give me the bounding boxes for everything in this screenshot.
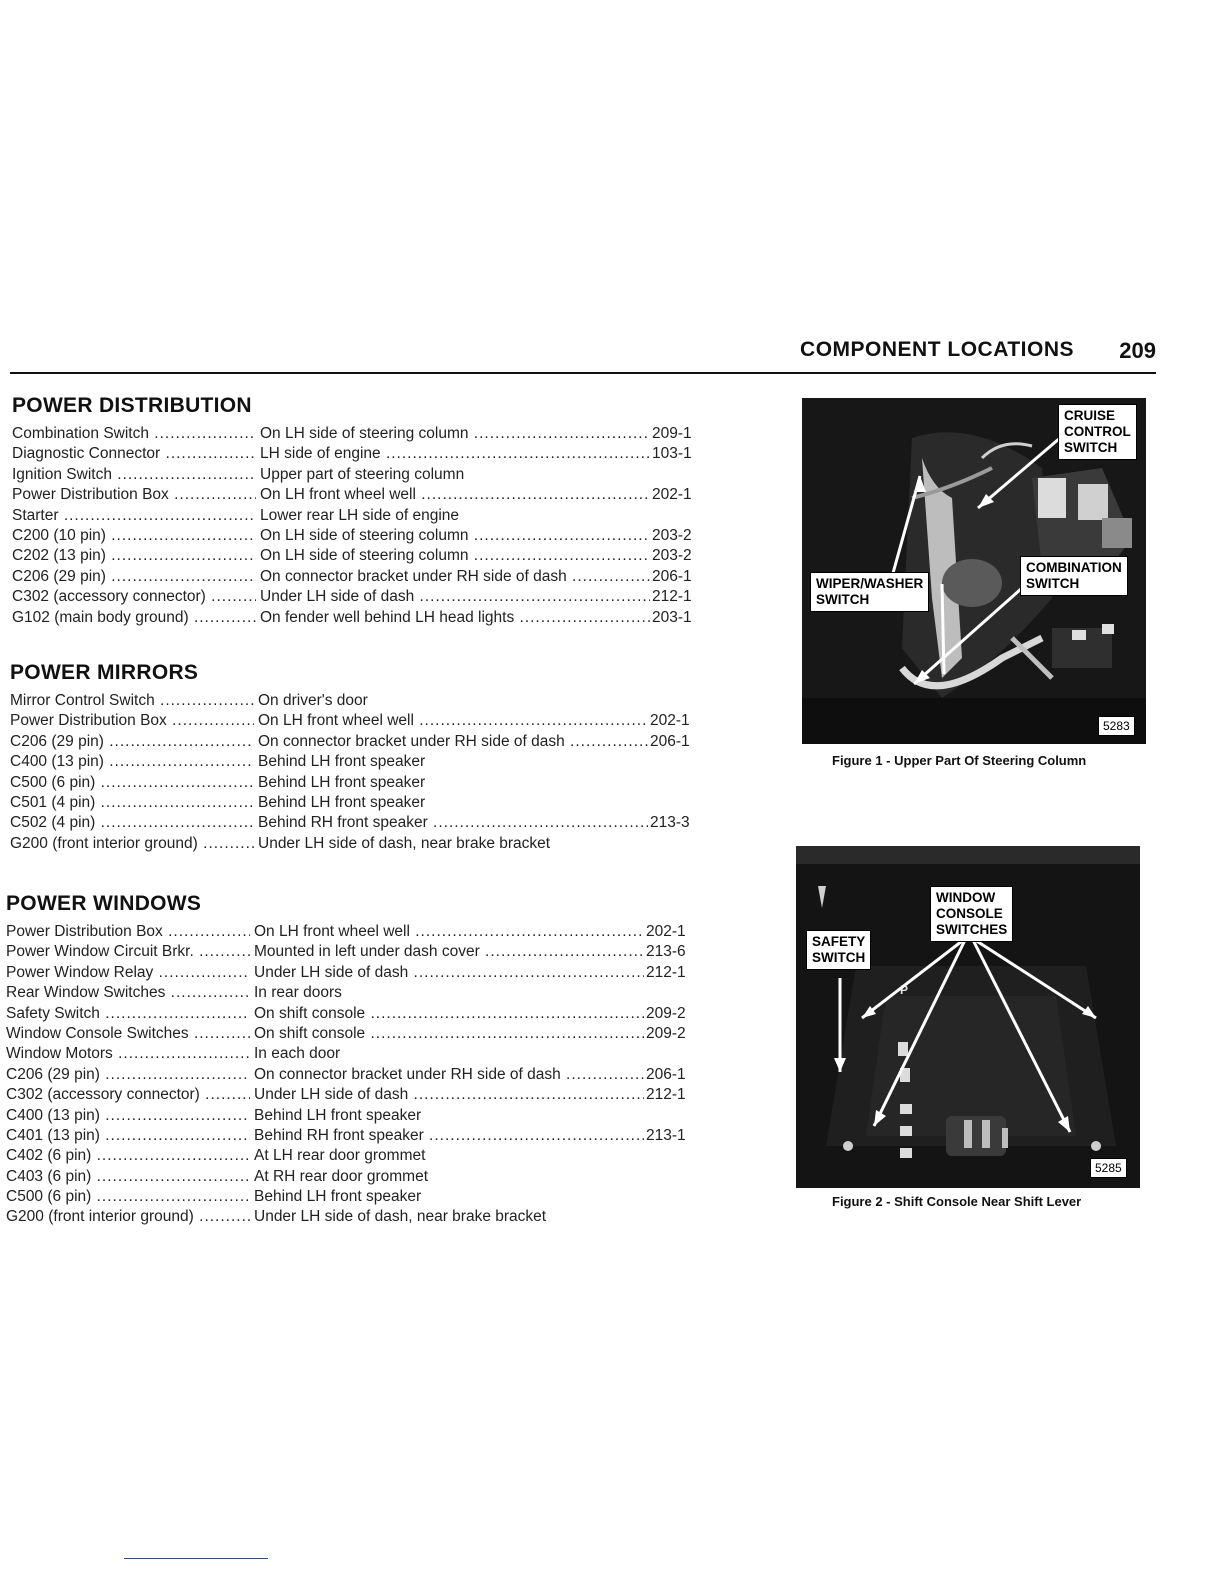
- component-name: C200 (10 pin) .....: [12, 526, 256, 546]
- component-location: Behind LH front speaker: [254, 1106, 644, 1126]
- component-name: C206 (29 pin) .....: [10, 732, 254, 752]
- component-name: C400 (13 pin) .....: [10, 752, 254, 772]
- component-name: G200 (front interior ground) .....: [10, 834, 254, 854]
- component-page-ref: 212-1: [646, 963, 686, 981]
- component-entry: [12, 424, 712, 444]
- entry-list: [6, 922, 706, 1228]
- component-location: On driver's door: [258, 691, 648, 711]
- figure-caption: Figure 2 - Shift Console Near Shift Lever: [832, 1194, 1082, 1209]
- component-location: On LH side of steering column .....: [260, 526, 650, 546]
- component-name: C502 (4 pin) .....: [10, 813, 254, 833]
- component-page-ref: 209-1: [652, 425, 692, 442]
- component-location: Under LH side of dash, near brake bracket: [258, 834, 648, 854]
- component-name: C206 (29 pin) .....: [12, 567, 256, 587]
- component-entry: [10, 813, 710, 833]
- figure-number-tag: 5283: [1098, 716, 1135, 736]
- component-entry: [10, 773, 710, 793]
- component-entry: [6, 983, 706, 1003]
- component-entry: [12, 506, 712, 526]
- shift-console-photo: [796, 846, 1140, 1188]
- component-name: C403 (6 pin) .....: [6, 1167, 250, 1187]
- component-location: Behind LH front speaker: [258, 793, 648, 813]
- callout-window-console-switches: WINDOW CONSOLE SWITCHES: [930, 886, 1013, 942]
- component-name: C206 (29 pin) .....: [6, 1065, 250, 1085]
- component-location: On shift console .....: [254, 1004, 644, 1024]
- component-entry: [12, 567, 712, 587]
- component-location: Upper part of steering column: [260, 465, 650, 485]
- component-name: C202 (13 pin) .....: [12, 546, 256, 566]
- component-entry: [6, 963, 706, 983]
- component-entry: [12, 608, 712, 628]
- component-page-ref: 206-1: [646, 1065, 686, 1083]
- component-entry: [10, 691, 710, 711]
- component-location: Behind RH front speaker .....: [254, 1126, 644, 1146]
- component-name: Rear Window Switches .....: [6, 983, 250, 1003]
- component-page-ref: 209-2: [646, 1024, 686, 1042]
- component-name: Window Console Switches .....: [6, 1024, 250, 1044]
- component-name: Mirror Control Switch .....: [10, 691, 254, 711]
- component-location: On LH front wheel well .....: [260, 485, 650, 505]
- component-location: Mounted in left under dash cover .....: [254, 942, 644, 962]
- component-page-ref: 212-1: [646, 1086, 686, 1104]
- component-location: At RH rear door grommet: [254, 1167, 644, 1187]
- component-name: C302 (accessory connector) .....: [6, 1085, 250, 1105]
- component-location: Behind LH front speaker: [258, 773, 648, 793]
- component-name: Power Distribution Box .....: [12, 485, 256, 505]
- component-location: On LH side of steering column .....: [260, 546, 650, 566]
- component-entry: [12, 485, 712, 505]
- component-name: Power Distribution Box .....: [10, 711, 254, 731]
- page-header: [10, 336, 1156, 374]
- entry-list: [10, 691, 710, 854]
- component-entry: [12, 444, 712, 464]
- component-name: C501 (4 pin) .....: [10, 793, 254, 813]
- component-name: Starter .....: [12, 506, 256, 526]
- page-number: 209: [1119, 338, 1156, 363]
- section-power-mirrors: [10, 661, 710, 854]
- section-title: POWER MIRRORS: [10, 661, 199, 684]
- component-entry: [6, 1004, 706, 1024]
- component-entry: [6, 1065, 706, 1085]
- component-name: C402 (6 pin) .....: [6, 1146, 250, 1166]
- component-name: Diagnostic Connector .....: [12, 444, 256, 464]
- component-name: Combination Switch .....: [12, 424, 256, 444]
- component-entry: [12, 465, 712, 485]
- component-entry: [6, 922, 706, 942]
- component-location: Under LH side of dash, near brake bracket: [254, 1207, 644, 1227]
- header-title: COMPONENT LOCATIONS: [800, 338, 1074, 361]
- component-page-ref: 213-1: [646, 1126, 686, 1144]
- component-page-ref: 203-2: [652, 547, 692, 565]
- component-location: Under LH side of dash .....: [260, 587, 650, 607]
- component-name: Power Window Circuit Brkr. .....: [6, 942, 250, 962]
- component-name: G102 (main body ground) .....: [12, 608, 256, 628]
- component-location: Lower rear LH side of engine: [260, 506, 650, 526]
- component-name: Ignition Switch .....: [12, 465, 256, 485]
- component-page-ref: 203-2: [652, 526, 692, 544]
- component-location: Under LH side of dash .....: [254, 1085, 644, 1105]
- component-entry: [12, 546, 712, 566]
- svg-text:P: P: [900, 983, 909, 997]
- component-page-ref: 213-3: [650, 814, 690, 832]
- component-location: On LH front wheel well .....: [254, 922, 644, 942]
- component-entry: [10, 793, 710, 813]
- callout-safety-switch: SAFETY SWITCH: [806, 930, 871, 970]
- component-entry: [6, 1044, 706, 1064]
- component-entry: [10, 711, 710, 731]
- component-entry: [6, 1126, 706, 1146]
- component-name: C500 (6 pin) .....: [10, 773, 254, 793]
- section-power-windows: [6, 892, 706, 1228]
- component-name: Power Distribution Box .....: [6, 922, 250, 942]
- component-location: Under LH side of dash .....: [254, 963, 644, 983]
- component-page-ref: 203-1: [652, 608, 692, 626]
- component-name: G200 (front interior ground) .....: [6, 1207, 250, 1227]
- component-location: On connector bracket under RH side of dash .....: [258, 732, 648, 752]
- component-name: C401 (13 pin) .....: [6, 1126, 250, 1146]
- component-name: Window Motors .....: [6, 1044, 250, 1064]
- section-title: POWER DISTRIBUTION: [12, 394, 252, 417]
- callout-cruise-control-switch: CRUISE CONTROL SWITCH: [1058, 404, 1137, 460]
- component-location: Behind RH front speaker .....: [258, 813, 648, 833]
- component-page-ref: 202-1: [646, 923, 686, 940]
- entry-list: [12, 424, 712, 628]
- footer-rule: [124, 1558, 268, 1559]
- component-page-ref: 213-6: [646, 943, 686, 961]
- component-entry: [6, 1187, 706, 1207]
- component-entry: [6, 1024, 706, 1044]
- component-page-ref: 103-1: [652, 445, 692, 463]
- component-location: On connector bracket under RH side of dash .....: [254, 1065, 644, 1085]
- figure-caption: Figure 1 - Upper Part Of Steering Column: [832, 753, 1087, 768]
- component-location: On LH side of steering column .....: [260, 424, 650, 444]
- component-location: On shift console .....: [254, 1024, 644, 1044]
- component-entry: [6, 1207, 706, 1227]
- component-name: Power Window Relay .....: [6, 963, 250, 983]
- component-location: In each door: [254, 1044, 644, 1064]
- component-name: C302 (accessory connector) .....: [12, 587, 256, 607]
- component-entry: [10, 732, 710, 752]
- component-name: C400 (13 pin) .....: [6, 1106, 250, 1126]
- component-name: C500 (6 pin) .....: [6, 1187, 250, 1207]
- component-location: LH side of engine .....: [260, 444, 650, 464]
- section-title: POWER WINDOWS: [6, 892, 202, 915]
- component-location: In rear doors: [254, 983, 644, 1003]
- component-name: Safety Switch .....: [6, 1004, 250, 1024]
- component-location: At LH rear door grommet: [254, 1146, 644, 1166]
- component-entry: [12, 587, 712, 607]
- component-entry: [10, 752, 710, 772]
- figure-number-tag: 5285: [1090, 1158, 1127, 1178]
- component-page-ref: 209-2: [646, 1004, 686, 1022]
- component-entry: [12, 526, 712, 546]
- callout-combination-switch: COMBINATION SWITCH: [1020, 556, 1128, 596]
- component-page-ref: 212-1: [652, 588, 692, 606]
- component-location: Behind LH front speaker: [254, 1187, 644, 1207]
- component-page-ref: 202-1: [652, 486, 692, 504]
- component-entry: [6, 1146, 706, 1166]
- component-entry: [10, 834, 710, 854]
- component-page-ref: 202-1: [650, 712, 690, 730]
- component-location: On connector bracket under RH side of dash .....: [260, 567, 650, 587]
- component-page-ref: 206-1: [652, 567, 692, 585]
- section-power-distribution: [12, 394, 712, 628]
- steering-column-photo: [802, 398, 1146, 744]
- callout-wiper-washer-switch: WIPER/WASHER SWITCH: [810, 572, 929, 612]
- component-page-ref: 206-1: [650, 732, 690, 750]
- component-entry: [6, 1106, 706, 1126]
- component-location: On fender well behind LH head lights .....: [260, 608, 650, 628]
- component-entry: [6, 1085, 706, 1105]
- component-location: Behind LH front speaker: [258, 752, 648, 772]
- component-entry: [6, 942, 706, 962]
- component-entry: [6, 1167, 706, 1187]
- component-location: On LH front wheel well .....: [258, 711, 648, 731]
